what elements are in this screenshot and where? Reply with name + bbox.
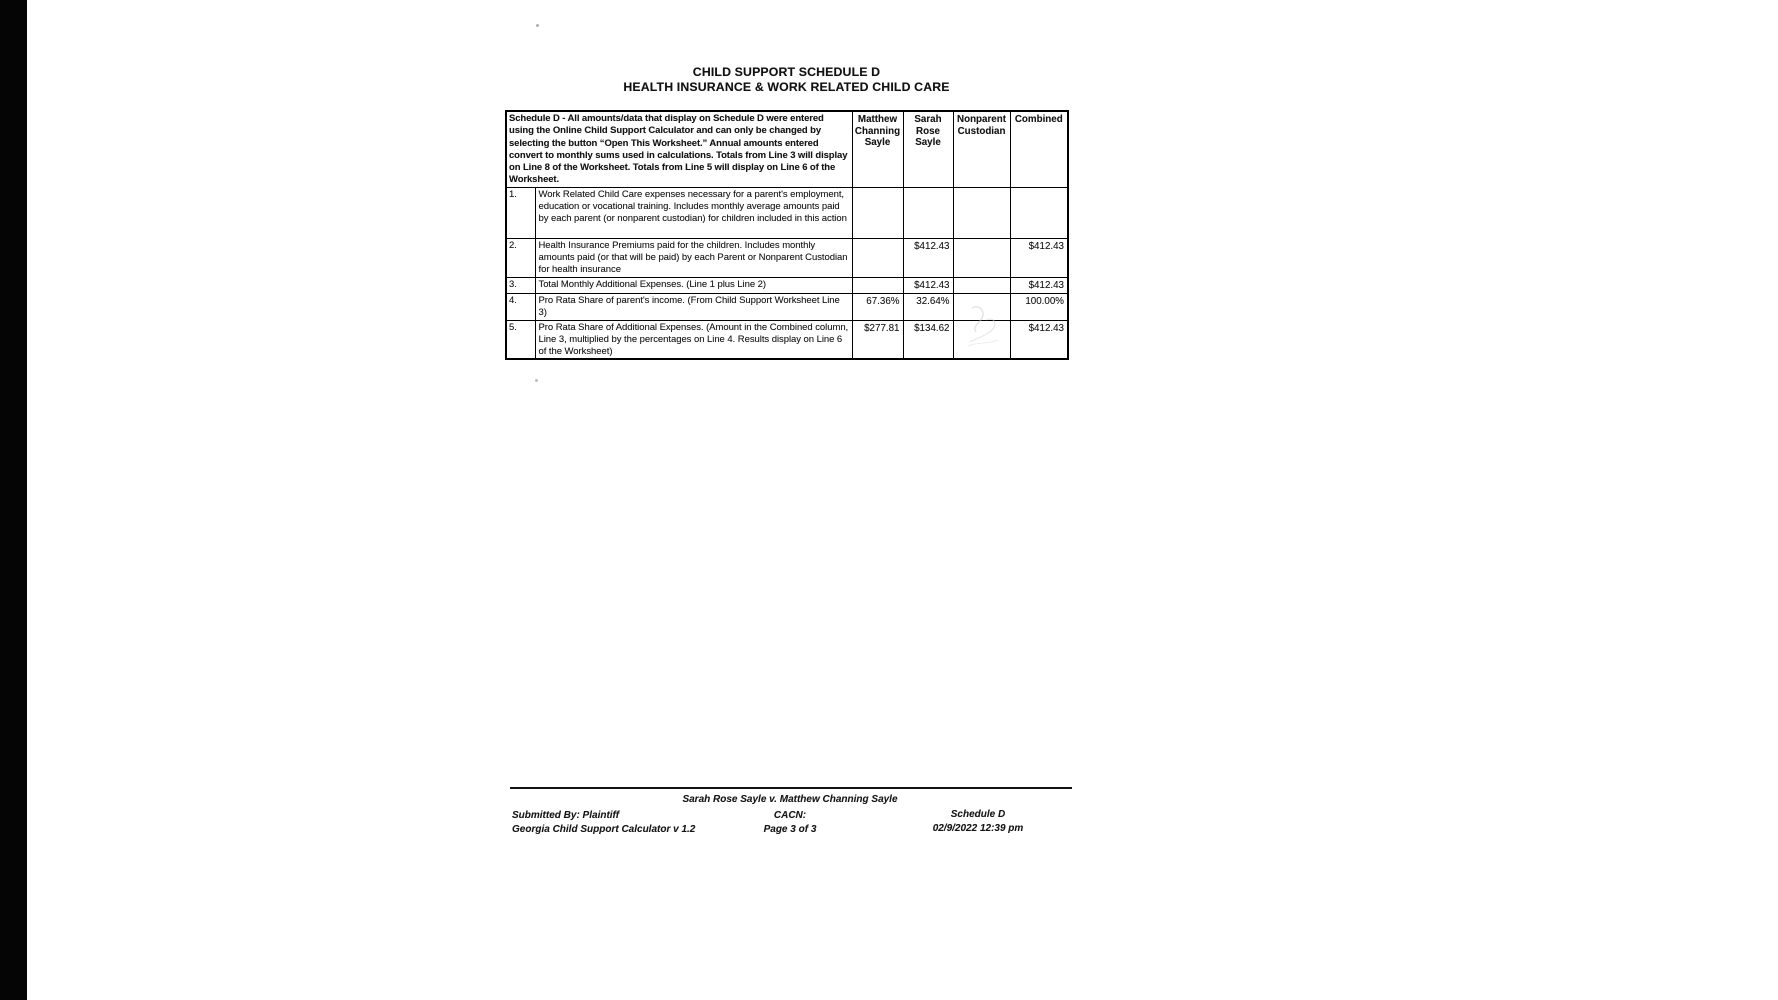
cell-nonparent — [953, 277, 1010, 293]
table-row — [506, 238, 1068, 277]
table-row — [506, 187, 1068, 238]
footer-submitted-by: Submitted By: Plaintiff — [512, 810, 620, 821]
cell-sarah — [903, 187, 953, 238]
cell-matthew — [852, 187, 903, 238]
row-description: Work Related Child Care expenses necessary for a parent's employment, education or vocational training. Includes monthly average amounts paid by each parent (or nonparent custodian) for children included in this action — [535, 187, 852, 238]
table-row — [506, 277, 1068, 293]
cell-combined — [1010, 187, 1068, 238]
footer-cacn: CACN: — [773, 810, 807, 821]
scan-smudge-artifact — [960, 300, 1008, 352]
cell-combined: 100.00% — [1010, 293, 1068, 320]
row-number: 1. — [506, 187, 535, 238]
row-number: 2. — [506, 238, 535, 277]
row-description: Total Monthly Additional Expenses. (Line 1 plus Line 2) — [535, 277, 852, 293]
row-description: Pro Rata Share of parent's income. (From Child Support Worksheet Line 3) — [535, 293, 852, 320]
cell-nonparent — [953, 238, 1010, 277]
footer-schedule-label: Schedule D — [950, 809, 1006, 820]
document-title — [505, 65, 1068, 94]
scan-speck — [535, 379, 538, 382]
title-line-2: HEALTH INSURANCE & WORK RELATED CHILD CARE — [623, 79, 950, 94]
cell-sarah: $412.43 — [903, 238, 953, 277]
scan-edge-bar — [0, 0, 27, 1000]
cell-matthew — [852, 238, 903, 277]
cell-combined: $412.43 — [1010, 320, 1068, 359]
footer-page-number: Page 3 of 3 — [763, 824, 817, 835]
header-note: Schedule D - All amounts/data that display on Schedule D were entered using the Online Child Support Calculator and can only be changed by selecting the button “Open This Worksheet.” Annual amounts entered convert to monthly sums used in calculations. Totals from Line 3 will display on Line 8 of the Worksheet. Totals from Line 5 will display on Line 6 of the Worksheet. — [506, 111, 852, 187]
row-number: 5. — [506, 320, 535, 359]
row-description: Pro Rata Share of Additional Expenses. (Amount in the Combined column, Line 3, multiplied by the percentages on Line 4. Results display on Line 6 of the Worksheet) — [535, 320, 852, 359]
column-header-combined: Combined — [1010, 111, 1068, 187]
column-header-matthew: Matthew Channing Sayle — [852, 111, 903, 187]
footer-divider — [510, 787, 1072, 789]
cell-combined: $412.43 — [1010, 238, 1068, 277]
scan-speck — [536, 24, 539, 27]
cell-nonparent — [953, 187, 1010, 238]
cell-combined: $412.43 — [1010, 277, 1068, 293]
footer-case-title: Sarah Rose Sayle v. Matthew Channing Sayle — [682, 794, 898, 805]
footer-datetime: 02/9/2022 12:39 pm — [932, 823, 1024, 834]
table-header-row — [506, 111, 1068, 187]
cell-sarah: $134.62 — [903, 320, 953, 359]
cell-sarah: 32.64% — [903, 293, 953, 320]
column-header-nonparent: Nonparent Custodian — [953, 111, 1010, 187]
cell-matthew: $277.81 — [852, 320, 903, 359]
column-header-sarah: Sarah Rose Sayle — [903, 111, 953, 187]
cell-matthew: 67.36% — [852, 293, 903, 320]
cell-matthew — [852, 277, 903, 293]
row-number: 3. — [506, 277, 535, 293]
row-description: Health Insurance Premiums paid for the children. Includes monthly amounts paid (or that will be paid) by each Parent or Nonparent Custodian for health insurance — [535, 238, 852, 277]
cell-sarah: $412.43 — [903, 277, 953, 293]
footer-calculator-version: Georgia Child Support Calculator v 1.2 — [512, 824, 696, 835]
title-line-1: CHILD SUPPORT SCHEDULE D — [692, 65, 881, 79]
row-number: 4. — [506, 293, 535, 320]
